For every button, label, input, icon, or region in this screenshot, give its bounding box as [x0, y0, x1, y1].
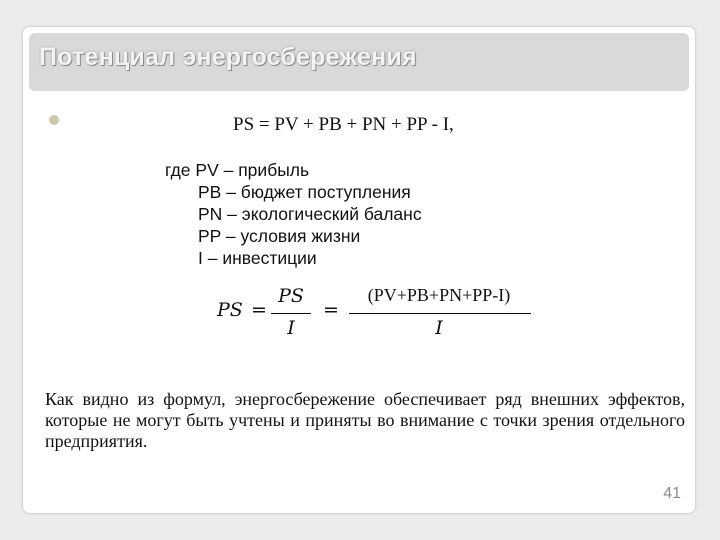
equals-sign: = [251, 299, 267, 321]
formula-lhs: PS [217, 299, 243, 321]
title-bar [29, 33, 689, 91]
slide-title: Потенциал энергосбережения [39, 43, 417, 71]
fraction-1-denominator: I [287, 317, 295, 339]
slide [22, 26, 696, 514]
definition-line: где PV – прибыль [165, 160, 310, 180]
page-number: 41 [663, 485, 681, 502]
bullet-point-icon [49, 115, 59, 125]
definition-line: PB – бюджет поступления [198, 182, 411, 202]
fraction-2-bar [349, 313, 531, 314]
definition-line: PN – экологический баланс [198, 204, 422, 224]
definitions-list [165, 159, 422, 269]
definition-line: I – инвестиции [198, 248, 317, 268]
fraction-formula [215, 285, 515, 345]
fraction-2-numerator: (PV+PB+PN+PP-I) [367, 285, 511, 305]
fraction-2-denominator: I [435, 317, 443, 339]
fraction-1-numerator: PS [278, 285, 304, 307]
equals-sign: = [323, 299, 339, 321]
main-formula: PS = PV + PB + PN + PP - I, [233, 114, 454, 135]
conclusion-text: Как видно из формул, энергосбережение обеспечивает ряд внешних эффектов, которые не могут быть учтены и приняты во внимание с точки зрения отдельного предприятия. [45, 389, 685, 451]
definition-line: PP – условия жизни [198, 226, 361, 246]
fraction-1-bar [271, 313, 311, 314]
